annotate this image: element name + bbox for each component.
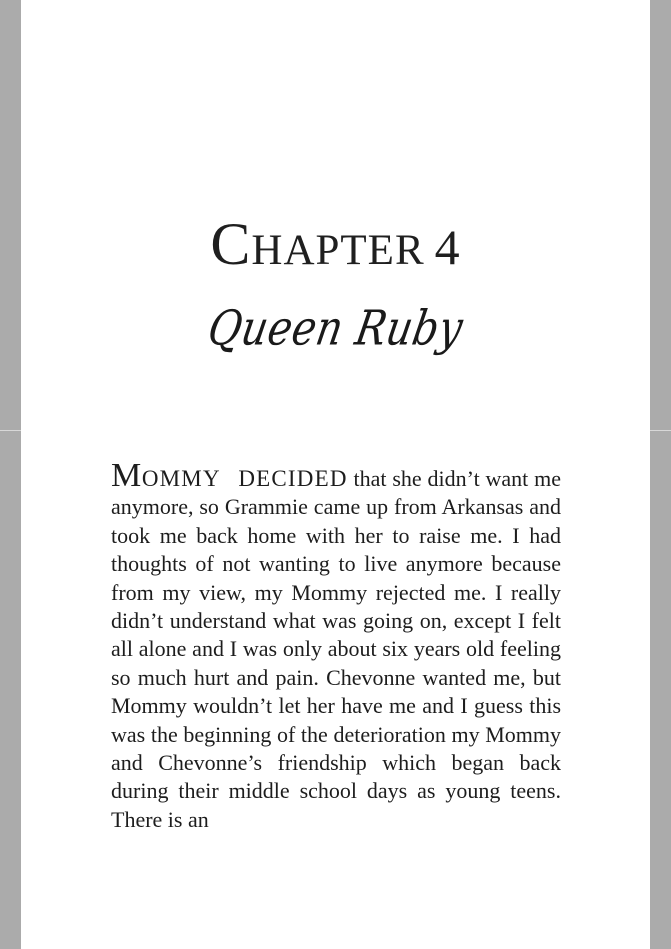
lead-word-two: DECIDED <box>238 466 348 491</box>
book-page <box>21 0 650 949</box>
chapter-heading <box>21 211 650 277</box>
paragraph-text: that she didn’t want me anymore, so Grammie came up from Arkansas and took me back home with her to raise me. I had thoughts of not wanting to live anymore because from my view, my Mommy rejected me. I really didn’t understand what was going on, except I felt all alone and I was only about six years old feeling so much hurt and pain. Chevonne wanted me, but Mommy wouldn’t let her have me and I guess this was the beginning of the deterioration my Mommy and Chevonne’s friendship which began back during their middle school days as young teens. There is an <box>111 466 562 832</box>
page-edge-mark-right <box>650 430 671 431</box>
chapter-body-paragraph <box>111 457 562 834</box>
chapter-title: Queen Ruby <box>203 301 468 357</box>
page-edge-mark-left <box>0 430 21 431</box>
lead-initial: M <box>111 457 142 494</box>
chapter-heading-initial: C <box>210 211 252 277</box>
chapter-number: 4 <box>434 219 461 275</box>
lead-word-rest: OMMY <box>141 466 221 491</box>
chapter-heading-word: HAPTER <box>251 227 425 274</box>
